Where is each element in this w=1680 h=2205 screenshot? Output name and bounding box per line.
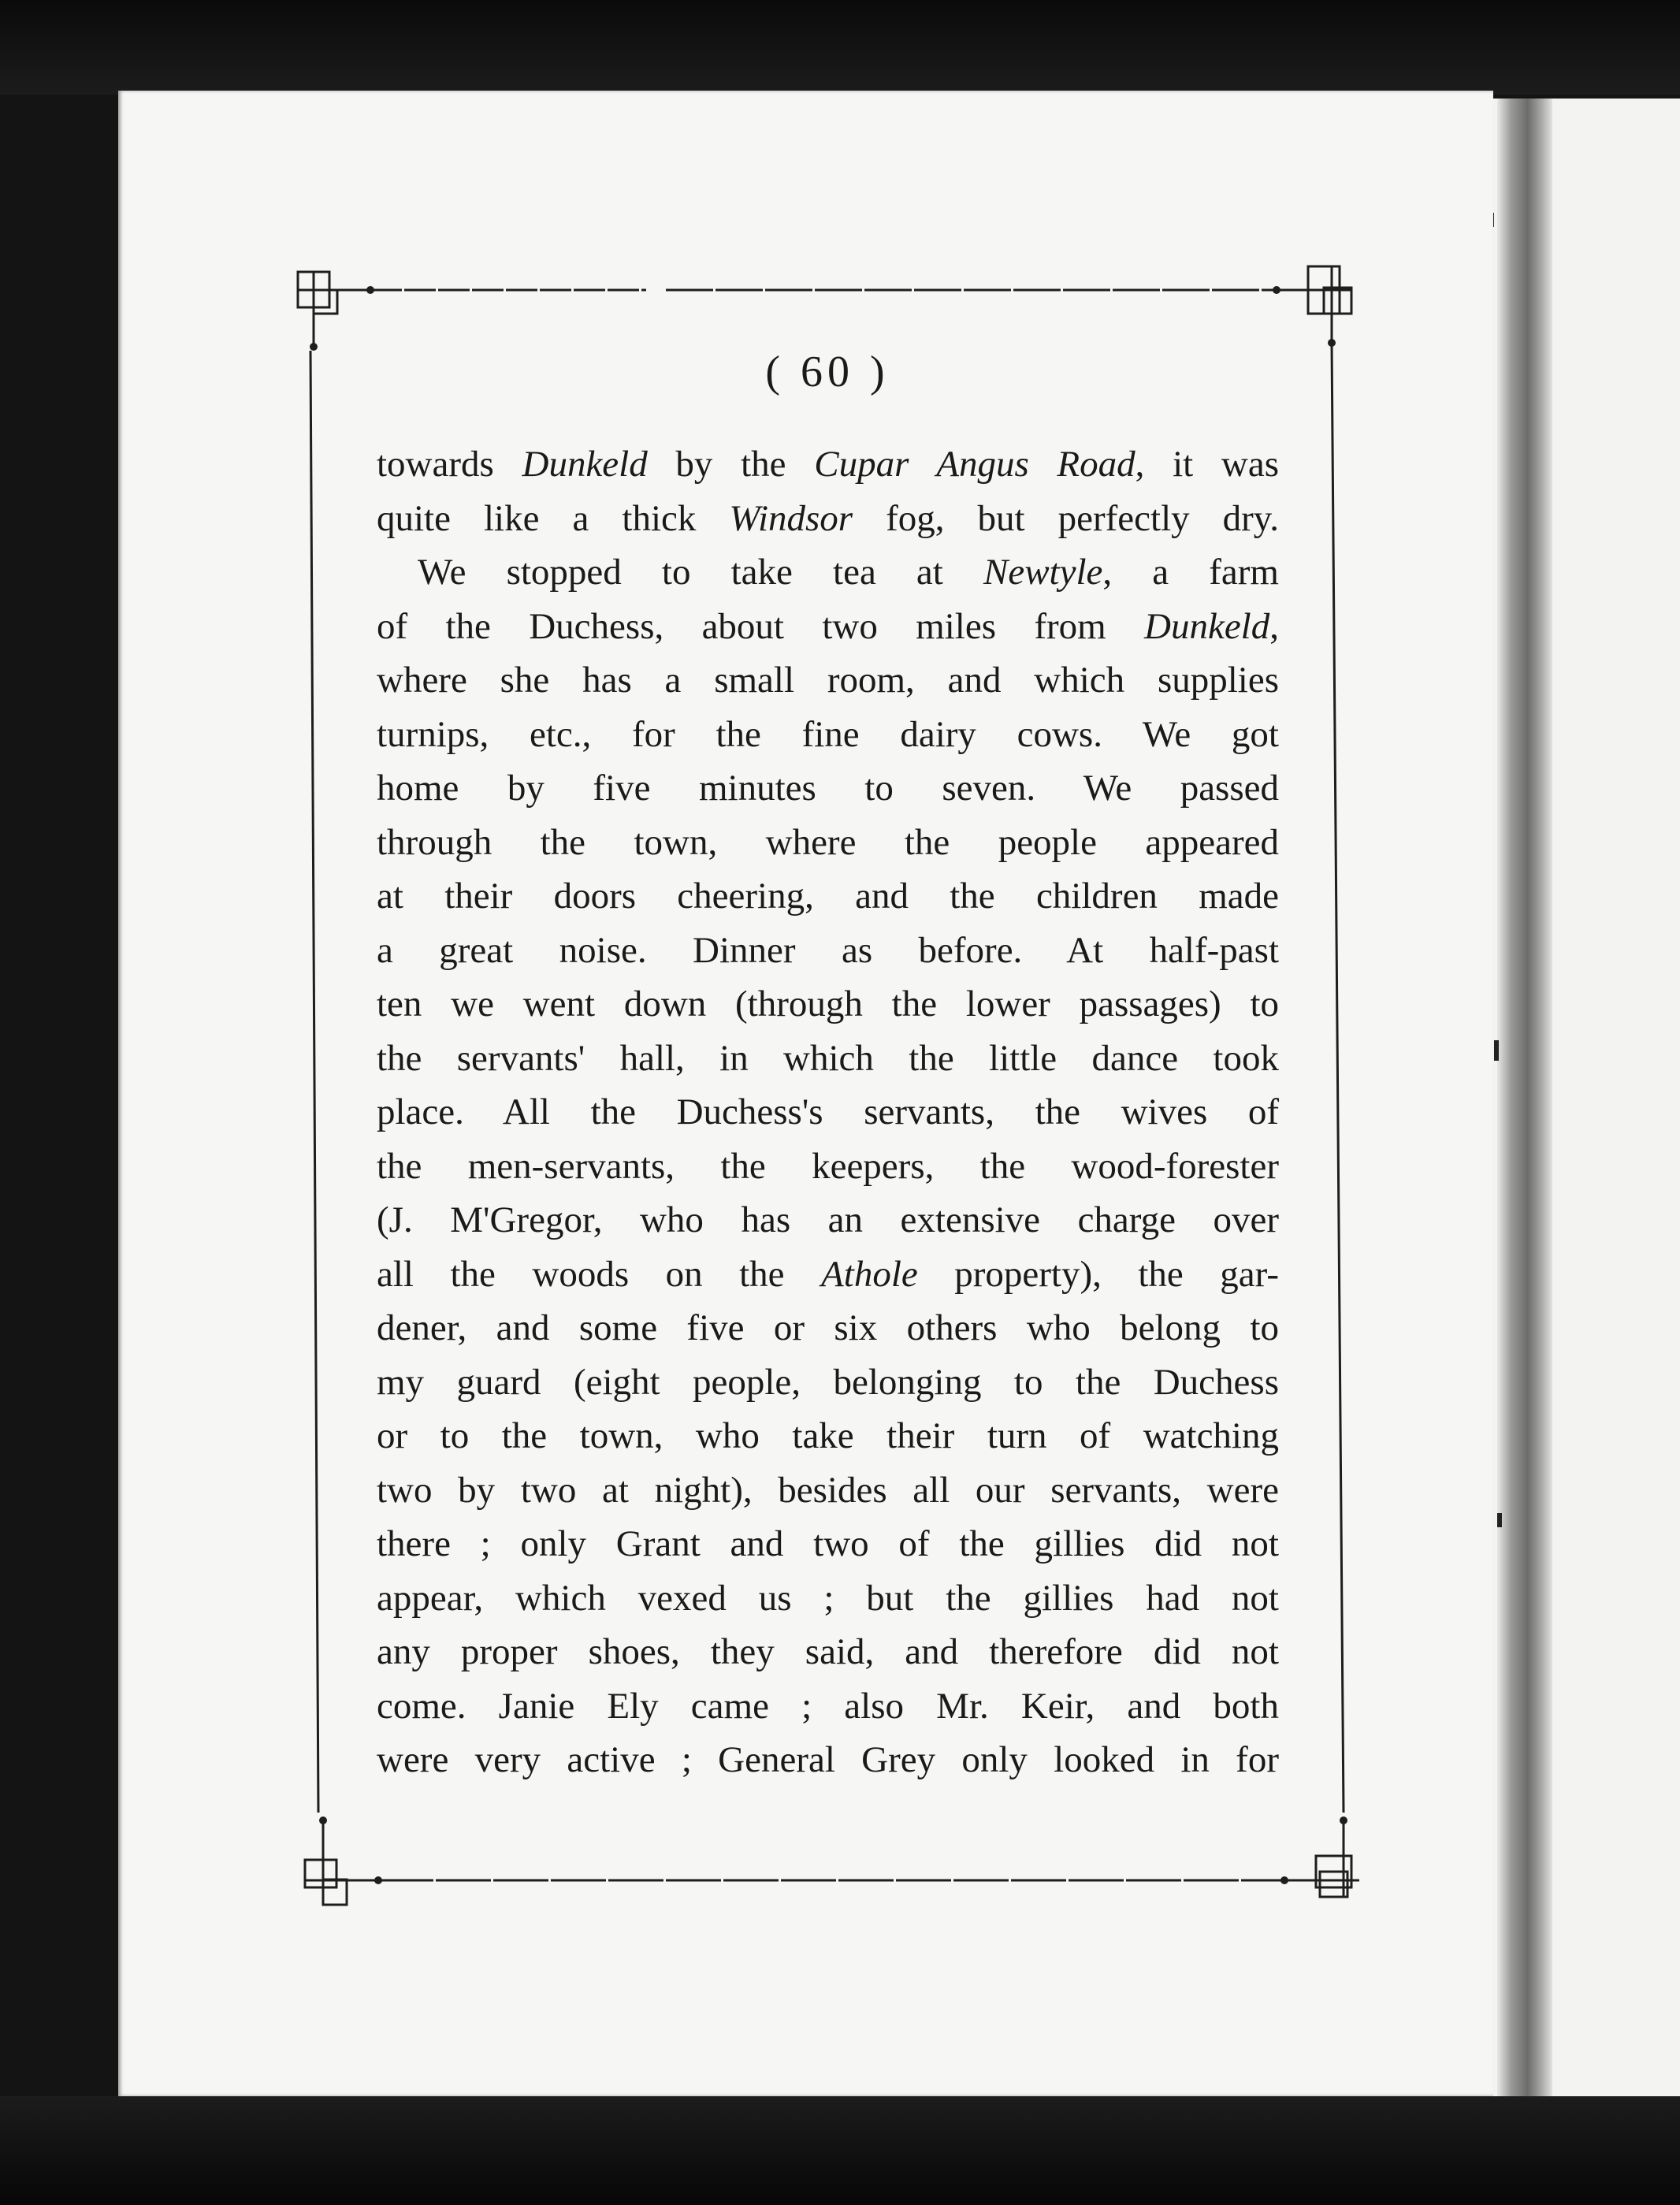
italic-place-name: Dunkeld	[522, 444, 648, 485]
text-run: ten we went down (through the lower passages) to	[377, 984, 1279, 1024]
text-line	[377, 1733, 1279, 1787]
text-run: fog, but perfectly dry.	[853, 497, 1279, 539]
text-run: by the	[647, 444, 815, 485]
text-line	[377, 924, 1279, 978]
text-run: all the woods on the	[377, 1253, 822, 1295]
text-line	[377, 761, 1279, 816]
italic-place-name: Newtyle	[983, 552, 1103, 593]
text-line	[377, 1409, 1279, 1463]
text-line	[377, 708, 1279, 762]
text-line	[377, 1517, 1279, 1571]
text-line	[377, 1193, 1279, 1248]
text-run: two by two at night), besides all our servants, were	[377, 1469, 1279, 1511]
text-line	[377, 1355, 1279, 1410]
book-gutter	[1497, 99, 1552, 2096]
text-run: the men-servants, the keepers, the wood-forester	[377, 1145, 1279, 1187]
italic-place-name: Dunkeld	[1144, 605, 1270, 647]
page-body-text	[377, 437, 1279, 1787]
scan-background-bottom	[0, 2096, 1680, 2205]
text-run: of the Duchess, about two miles from	[377, 605, 1145, 647]
text-line	[377, 977, 1279, 1032]
text-run: a great noise. Dinner as before. At half-past	[377, 929, 1279, 971]
text-run: We stopped to take tea at	[418, 552, 983, 593]
text-run: place. All the Duchess's servants, the wives of	[377, 1091, 1279, 1132]
text-line	[377, 1085, 1279, 1140]
text-line	[377, 1248, 1279, 1302]
text-run: , a farm	[1102, 552, 1279, 593]
text-run: where she has a small room, and which supplies	[377, 660, 1279, 701]
text-line	[377, 1301, 1279, 1355]
text-run: quite like a thick	[377, 497, 730, 539]
text-line	[377, 869, 1279, 924]
text-run: my guard (eight people, belonging to the Duchess	[377, 1361, 1279, 1403]
text-run: through the town, where the people appeared	[377, 821, 1279, 863]
text-line	[377, 1571, 1279, 1626]
text-line	[377, 816, 1279, 870]
text-run: the servants' hall, in which the little dance took	[377, 1037, 1279, 1079]
page-number: ( 60 )	[765, 348, 890, 396]
text-run: or to the town, who take their turn of watching	[377, 1415, 1279, 1456]
text-run: any proper shoes, they said, and therefore did not	[377, 1631, 1279, 1672]
text-line	[377, 1032, 1279, 1086]
text-run: property), the gar-	[917, 1253, 1279, 1295]
text-line	[377, 653, 1279, 708]
text-run: (J. M'Gregor, who has an extensive charge over	[377, 1199, 1279, 1240]
text-run: were very active ; General Grey only looked in for	[377, 1739, 1279, 1780]
italic-place-name: Athole	[821, 1253, 918, 1295]
text-line	[377, 1625, 1279, 1679]
text-line	[377, 600, 1279, 654]
text-line	[377, 1679, 1279, 1734]
text-run: appear, which vexed us ; but the gillies had not	[377, 1577, 1279, 1619]
italic-place-name: Windsor	[729, 497, 853, 539]
scan-background-top	[0, 0, 1680, 95]
text-run: turnips, etc., for the fine dairy cows. We got	[377, 713, 1279, 755]
text-line	[377, 437, 1279, 492]
text-line	[377, 1140, 1279, 1194]
text-run: home by five minutes to seven. We passed	[377, 768, 1279, 809]
text-run: ,	[1269, 605, 1279, 647]
text-line	[377, 492, 1279, 546]
page-edge-mark	[1497, 1513, 1502, 1527]
text-run: at their doors cheering, and the children made	[377, 876, 1279, 917]
text-line	[377, 545, 1279, 600]
italic-place-name: Cupar Angus Road	[814, 444, 1135, 485]
text-run: dener, and some five or six others who belong to	[377, 1307, 1279, 1348]
text-run: , it was	[1135, 444, 1279, 485]
text-run: towards	[377, 444, 522, 485]
text-run: there ; only Grant and two of the gillies did not	[377, 1523, 1279, 1564]
page-edge-mark	[1494, 1040, 1499, 1061]
text-line	[377, 1463, 1279, 1518]
text-run: come. Janie Ely came ; also Mr. Keir, and both	[377, 1685, 1279, 1727]
